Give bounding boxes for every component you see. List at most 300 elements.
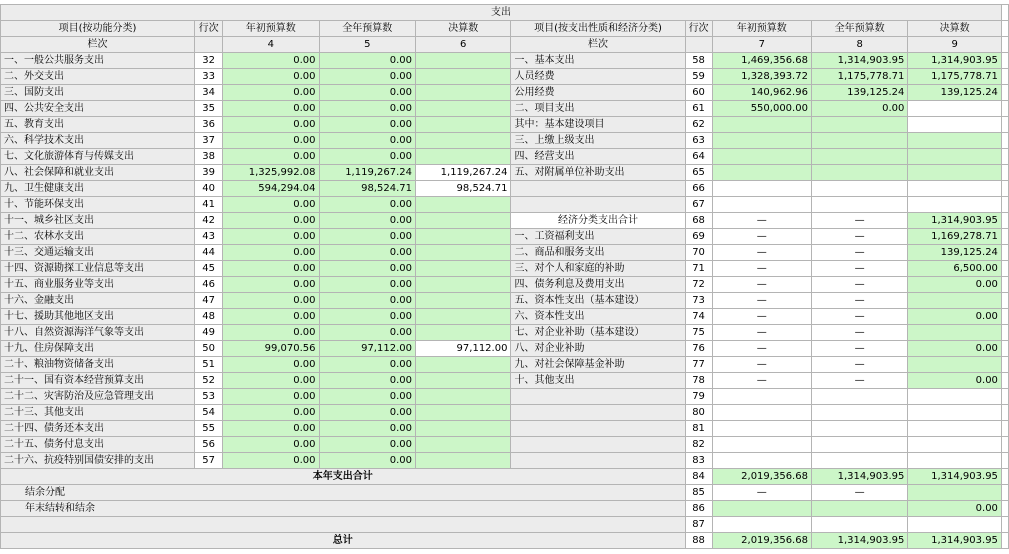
initial-budget-cell[interactable]: — [712, 309, 811, 325]
table-row [1, 437, 1009, 453]
final-accounts-cell[interactable]: 1,175,778.71 [908, 69, 1002, 85]
full-year-budget-cell[interactable]: 1,119,267.24 [319, 165, 415, 181]
initial-budget-cell[interactable]: 0.00 [223, 101, 319, 117]
summary-row [1, 533, 1009, 549]
table-row [1, 133, 1009, 149]
initial-budget-cell[interactable]: 550,000.00 [712, 101, 811, 117]
final-accounts-cell[interactable] [908, 133, 1002, 149]
full-year-budget-cell[interactable] [811, 453, 907, 469]
initial-budget-cell[interactable] [712, 389, 811, 405]
full-year-budget-cell[interactable]: 0.00 [319, 405, 415, 421]
full-year-budget-cell[interactable]: 0.00 [319, 101, 415, 117]
full-year-budget-cell[interactable]: — [811, 261, 907, 277]
full-year-budget-cell[interactable] [811, 133, 907, 149]
right-line-number: 64 [685, 149, 712, 165]
full-year-budget-cell[interactable] [811, 181, 907, 197]
final-accounts-cell[interactable] [908, 117, 1002, 133]
table-row [1, 181, 1009, 197]
summary-label: 本年支出合计 [1, 469, 686, 485]
initial-budget-cell[interactable]: 0.00 [223, 133, 319, 149]
full-year-budget-cell[interactable]: — [811, 245, 907, 261]
initial-budget-cell[interactable]: 1,328,393.72 [712, 69, 811, 85]
full-year-budget-cell[interactable]: 0.00 [319, 357, 415, 373]
right-line-number: 60 [685, 85, 712, 101]
final-accounts-cell[interactable]: 0.00 [908, 373, 1002, 389]
right-item-label: 四、经营支出 [511, 149, 685, 165]
left-item-label: 六、科学技术支出 [1, 133, 195, 149]
left-line-number: 48 [195, 309, 223, 325]
initial-budget-cell[interactable]: — [712, 277, 811, 293]
final-accounts-cell[interactable] [908, 197, 1002, 213]
final-accounts-total-cell[interactable] [908, 485, 1002, 501]
initial-budget-cell[interactable]: 0.00 [223, 245, 319, 261]
right-line-number: 61 [685, 101, 712, 117]
table-row [1, 197, 1009, 213]
initial-budget-cell[interactable] [712, 453, 811, 469]
full-year-budget-cell[interactable]: — [811, 357, 907, 373]
full-year-budget-cell[interactable]: 0.00 [319, 133, 415, 149]
full-year-budget-total-cell[interactable] [811, 501, 907, 517]
left-item-label: 十一、城乡社区支出 [1, 213, 195, 229]
left-line-number: 40 [195, 181, 223, 197]
left-line-number: 41 [195, 197, 223, 213]
left-item-label: 二十、粮油物资储备支出 [1, 357, 195, 373]
initial-budget-cell[interactable]: — [712, 357, 811, 373]
table-row [1, 293, 1009, 309]
full-year-budget-cell[interactable]: 0.00 [319, 453, 415, 469]
left-line-number: 49 [195, 325, 223, 341]
right-item-label: 五、对附属单位补助支出 [511, 165, 685, 181]
right-line-number: 62 [685, 117, 712, 133]
full-year-budget-cell[interactable]: 0.00 [319, 213, 415, 229]
initial-budget-cell[interactable]: — [712, 213, 811, 229]
right-line-number: 70 [685, 245, 712, 261]
final-accounts-cell[interactable] [415, 261, 510, 277]
right-line-number: 76 [685, 341, 712, 357]
final-accounts-total-cell[interactable]: 0.00 [908, 501, 1002, 517]
left-line-number: 47 [195, 293, 223, 309]
full-year-budget-cell[interactable] [811, 197, 907, 213]
left-line-number: 45 [195, 261, 223, 277]
final-accounts-cell[interactable] [908, 325, 1002, 341]
full-year-budget-total-cell[interactable] [811, 517, 907, 533]
full-year-budget-cell[interactable] [811, 421, 907, 437]
left-item-label: 九、卫生健康支出 [1, 181, 195, 197]
summary-line-number: 88 [685, 533, 712, 549]
full-year-budget-cell[interactable]: 0.00 [319, 277, 415, 293]
full-year-budget-cell[interactable]: 97,112.00 [319, 341, 415, 357]
summary-row [1, 485, 1009, 501]
left-item-label: 十三、交通运输支出 [1, 245, 195, 261]
right-line-number: 81 [685, 421, 712, 437]
header-left-item: 项目(按功能分类) [1, 21, 195, 37]
right-line-number: 65 [685, 165, 712, 181]
final-accounts-cell[interactable] [415, 229, 510, 245]
header-row [1, 21, 1009, 37]
initial-budget-cell[interactable]: 0.00 [223, 53, 319, 69]
full-year-budget-cell[interactable]: 0.00 [319, 69, 415, 85]
initial-budget-cell[interactable]: — [712, 325, 811, 341]
final-accounts-cell[interactable]: 1,314,903.95 [908, 53, 1002, 69]
left-line-number: 32 [195, 53, 223, 69]
initial-budget-cell[interactable] [712, 405, 811, 421]
summary-label: 总计 [1, 533, 686, 549]
final-accounts-cell[interactable] [415, 133, 510, 149]
right-line-number: 68 [685, 213, 712, 229]
right-item-label: 一、基本支出 [511, 53, 685, 69]
initial-budget-cell[interactable]: 0.00 [223, 453, 319, 469]
full-year-budget-cell[interactable]: 98,524.71 [319, 181, 415, 197]
initial-budget-cell[interactable] [712, 437, 811, 453]
right-item-label: 三、对个人和家庭的补助 [511, 261, 685, 277]
full-year-budget-cell[interactable]: 0.00 [319, 53, 415, 69]
left-item-label: 二十六、抗疫特别国债安排的支出 [1, 453, 195, 469]
initial-budget-cell[interactable]: 0.00 [223, 421, 319, 437]
final-accounts-cell[interactable] [415, 293, 510, 309]
final-accounts-cell[interactable] [908, 165, 1002, 181]
final-accounts-total-cell[interactable]: 1,314,903.95 [908, 469, 1002, 485]
initial-budget-cell[interactable]: 0.00 [223, 309, 319, 325]
final-accounts-cell[interactable] [415, 213, 510, 229]
title-row [1, 5, 1009, 21]
full-year-budget-cell[interactable]: 0.00 [319, 149, 415, 165]
full-year-budget-total-cell[interactable]: — [811, 485, 907, 501]
left-line-number: 46 [195, 277, 223, 293]
left-line-number: 35 [195, 101, 223, 117]
left-item-label: 五、教育支出 [1, 117, 195, 133]
right-item-label: 十、其他支出 [511, 373, 685, 389]
table-row [1, 405, 1009, 421]
final-accounts-cell[interactable]: 0.00 [908, 309, 1002, 325]
full-year-budget-cell[interactable]: 0.00 [319, 197, 415, 213]
initial-budget-cell[interactable]: 0.00 [223, 405, 319, 421]
initial-budget-cell[interactable]: 0.00 [223, 437, 319, 453]
left-line-number: 39 [195, 165, 223, 181]
final-accounts-cell[interactable] [415, 245, 510, 261]
final-accounts-cell[interactable]: 97,112.00 [415, 341, 510, 357]
right-line-number: 78 [685, 373, 712, 389]
full-year-budget-cell[interactable]: 0.00 [319, 293, 415, 309]
header-right-item: 项目(按支出性质和经济分类) [511, 21, 685, 37]
initial-budget-total-cell[interactable]: 2,019,356.68 [712, 533, 811, 549]
final-accounts-cell[interactable] [908, 437, 1002, 453]
left-line-number: 51 [195, 357, 223, 373]
table-row [1, 101, 1009, 117]
right-item-label [511, 453, 685, 469]
full-year-budget-cell[interactable]: 0.00 [811, 101, 907, 117]
right-line-number: 59 [685, 69, 712, 85]
initial-budget-cell[interactable]: 0.00 [223, 69, 319, 85]
final-accounts-cell[interactable] [908, 421, 1002, 437]
left-item-label: 三、国防支出 [1, 85, 195, 101]
final-accounts-cell[interactable] [415, 69, 510, 85]
table-row [1, 277, 1009, 293]
final-accounts-cell[interactable]: 139,125.24 [908, 245, 1002, 261]
left-line-number: 54 [195, 405, 223, 421]
left-line-number: 37 [195, 133, 223, 149]
full-year-budget-cell[interactable] [811, 117, 907, 133]
header-final-accounts-left: 决算数 [415, 21, 510, 37]
right-line-number: 63 [685, 133, 712, 149]
initial-budget-cell[interactable]: — [712, 373, 811, 389]
right-item-label: 人员经费 [511, 69, 685, 85]
full-year-budget-cell[interactable]: 0.00 [319, 85, 415, 101]
right-item-label [511, 405, 685, 421]
initial-budget-total-cell[interactable] [712, 501, 811, 517]
full-year-budget-cell[interactable]: 0.00 [319, 421, 415, 437]
left-item-label: 二十四、债务还本支出 [1, 421, 195, 437]
left-item-label: 七、文化旅游体育与传媒支出 [1, 149, 195, 165]
table-row [1, 149, 1009, 165]
summary-row [1, 469, 1009, 485]
table-row [1, 325, 1009, 341]
left-item-label: 八、社会保障和就业支出 [1, 165, 195, 181]
column-number-6: 6 [415, 37, 510, 53]
final-accounts-cell[interactable]: 0.00 [908, 277, 1002, 293]
full-year-budget-cell[interactable]: — [811, 325, 907, 341]
right-item-label: 二、项目支出 [511, 101, 685, 117]
final-accounts-cell[interactable]: 1,169,278.71 [908, 229, 1002, 245]
initial-budget-cell[interactable]: 0.00 [223, 325, 319, 341]
initial-budget-cell[interactable]: 0.00 [223, 85, 319, 101]
initial-budget-cell[interactable] [712, 149, 811, 165]
initial-budget-cell[interactable] [712, 133, 811, 149]
final-accounts-cell[interactable] [908, 149, 1002, 165]
final-accounts-cell[interactable] [415, 197, 510, 213]
final-accounts-cell[interactable]: 6,500.00 [908, 261, 1002, 277]
initial-budget-cell[interactable]: 0.00 [223, 277, 319, 293]
final-accounts-cell[interactable] [908, 293, 1002, 309]
initial-budget-cell[interactable]: — [712, 341, 811, 357]
final-accounts-cell[interactable] [415, 357, 510, 373]
initial-budget-cell[interactable]: 594,294.04 [223, 181, 319, 197]
final-accounts-cell[interactable] [908, 453, 1002, 469]
table-title: 支出 [1, 5, 1002, 21]
initial-budget-cell[interactable] [712, 117, 811, 133]
initial-budget-cell[interactable]: 1,469,356.68 [712, 53, 811, 69]
final-accounts-cell[interactable] [908, 181, 1002, 197]
left-item-label: 十八、自然资源海洋气象等支出 [1, 325, 195, 341]
right-line-number: 71 [685, 261, 712, 277]
table-row [1, 357, 1009, 373]
left-item-label: 十、节能环保支出 [1, 197, 195, 213]
right-line-number: 73 [685, 293, 712, 309]
column-number-7: 7 [712, 37, 811, 53]
final-accounts-cell[interactable] [415, 277, 510, 293]
left-item-label: 十二、农林水支出 [1, 229, 195, 245]
full-year-budget-cell[interactable]: 0.00 [319, 373, 415, 389]
initial-budget-cell[interactable]: 0.00 [223, 149, 319, 165]
left-item-label: 十七、援助其他地区支出 [1, 309, 195, 325]
left-item-label: 二、外交支出 [1, 69, 195, 85]
full-year-budget-cell[interactable]: — [811, 373, 907, 389]
full-year-budget-cell[interactable]: 1,314,903.95 [811, 53, 907, 69]
initial-budget-cell[interactable]: 0.00 [223, 373, 319, 389]
initial-budget-total-cell[interactable]: — [712, 485, 811, 501]
final-accounts-cell[interactable] [415, 53, 510, 69]
right-item-label: 二、商品和服务支出 [511, 245, 685, 261]
right-item-label [511, 437, 685, 453]
initial-budget-cell[interactable]: 0.00 [223, 357, 319, 373]
header-line-no-left: 行次 [195, 21, 223, 37]
table-row [1, 245, 1009, 261]
full-year-budget-cell[interactable]: — [811, 341, 907, 357]
summary-line-number: 87 [685, 517, 712, 533]
right-item-label [511, 389, 685, 405]
table-row [1, 453, 1009, 469]
final-accounts-cell[interactable] [908, 101, 1002, 117]
full-year-budget-cell[interactable]: — [811, 277, 907, 293]
full-year-budget-cell[interactable]: 0.00 [319, 437, 415, 453]
left-line-number: 52 [195, 373, 223, 389]
left-item-label: 二十五、债务付息支出 [1, 437, 195, 453]
summary-row [1, 517, 1009, 533]
final-accounts-cell[interactable] [415, 101, 510, 117]
right-line-number: 83 [685, 453, 712, 469]
full-year-budget-cell[interactable]: — [811, 229, 907, 245]
right-item-label: 经济分类支出合计 [511, 213, 685, 229]
initial-budget-total-cell[interactable]: 2,019,356.68 [712, 469, 811, 485]
initial-budget-cell[interactable]: 99,070.56 [223, 341, 319, 357]
final-accounts-cell[interactable] [415, 453, 510, 469]
table-row [1, 309, 1009, 325]
full-year-budget-total-cell[interactable]: 1,314,903.95 [811, 469, 907, 485]
full-year-budget-cell[interactable]: 1,175,778.71 [811, 69, 907, 85]
header-line-no-right: 行次 [685, 21, 712, 37]
header-initial-budget-right: 年初预算数 [712, 21, 811, 37]
table-row [1, 341, 1009, 357]
full-year-budget-cell[interactable] [811, 405, 907, 421]
expenditure-table [0, 4, 1009, 549]
final-accounts-cell[interactable] [415, 421, 510, 437]
final-accounts-cell[interactable] [415, 373, 510, 389]
final-accounts-cell[interactable] [415, 405, 510, 421]
initial-budget-cell[interactable] [712, 421, 811, 437]
final-accounts-cell[interactable] [908, 357, 1002, 373]
table-row [1, 85, 1009, 101]
final-accounts-cell[interactable]: 1,314,903.95 [908, 213, 1002, 229]
full-year-budget-cell[interactable]: 0.00 [319, 389, 415, 405]
column-number-5: 5 [319, 37, 415, 53]
right-line-number: 66 [685, 181, 712, 197]
full-year-budget-cell[interactable]: — [811, 293, 907, 309]
initial-budget-cell[interactable] [712, 197, 811, 213]
right-line-number: 69 [685, 229, 712, 245]
final-accounts-cell[interactable]: 1,119,267.24 [415, 165, 510, 181]
right-line-number: 72 [685, 277, 712, 293]
right-item-label [511, 197, 685, 213]
right-item-label [511, 181, 685, 197]
full-year-budget-cell[interactable] [811, 165, 907, 181]
full-year-budget-cell[interactable]: — [811, 309, 907, 325]
final-accounts-cell[interactable] [908, 389, 1002, 405]
final-accounts-total-cell[interactable] [908, 517, 1002, 533]
full-year-budget-cell[interactable]: — [811, 213, 907, 229]
final-accounts-cell[interactable] [415, 437, 510, 453]
initial-budget-cell[interactable]: 1,325,992.08 [223, 165, 319, 181]
final-accounts-cell[interactable]: 139,125.24 [908, 85, 1002, 101]
initial-budget-cell[interactable] [712, 165, 811, 181]
initial-budget-cell[interactable]: 0.00 [223, 197, 319, 213]
final-accounts-cell[interactable] [415, 325, 510, 341]
table-row [1, 421, 1009, 437]
initial-budget-cell[interactable]: 0.00 [223, 229, 319, 245]
initial-budget-cell[interactable]: — [712, 245, 811, 261]
initial-budget-cell[interactable]: — [712, 293, 811, 309]
left-item-label: 十九、住房保障支出 [1, 341, 195, 357]
full-year-budget-cell[interactable]: 139,125.24 [811, 85, 907, 101]
full-year-budget-cell[interactable]: 0.00 [319, 325, 415, 341]
right-item-label: 八、对企业补助 [511, 341, 685, 357]
full-year-budget-total-cell[interactable]: 1,314,903.95 [811, 533, 907, 549]
initial-budget-cell[interactable]: 0.00 [223, 293, 319, 309]
full-year-budget-cell[interactable]: 0.00 [319, 229, 415, 245]
final-accounts-cell[interactable]: 98,524.71 [415, 181, 510, 197]
final-accounts-cell[interactable]: 0.00 [908, 341, 1002, 357]
full-year-budget-cell[interactable] [811, 437, 907, 453]
right-line-number: 74 [685, 309, 712, 325]
left-item-label: 二十一、国有资本经营预算支出 [1, 373, 195, 389]
full-year-budget-cell[interactable] [811, 149, 907, 165]
initial-budget-total-cell[interactable] [712, 517, 811, 533]
final-accounts-total-cell[interactable]: 1,314,903.95 [908, 533, 1002, 549]
initial-budget-cell[interactable]: — [712, 261, 811, 277]
initial-budget-cell[interactable]: 0.00 [223, 213, 319, 229]
table-row [1, 389, 1009, 405]
left-line-number: 38 [195, 149, 223, 165]
final-accounts-cell[interactable] [415, 117, 510, 133]
column-number-8: 8 [811, 37, 907, 53]
summary-line-number: 85 [685, 485, 712, 501]
full-year-budget-cell[interactable]: 0.00 [319, 261, 415, 277]
initial-budget-cell[interactable]: 0.00 [223, 389, 319, 405]
right-line-number: 75 [685, 325, 712, 341]
summary-row [1, 501, 1009, 517]
left-line-number: 42 [195, 213, 223, 229]
full-year-budget-cell[interactable] [811, 389, 907, 405]
initial-budget-cell[interactable]: — [712, 229, 811, 245]
left-line-number: 43 [195, 229, 223, 245]
right-item-label [511, 421, 685, 437]
full-year-budget-cell[interactable]: 0.00 [319, 245, 415, 261]
full-year-budget-cell[interactable]: 0.00 [319, 117, 415, 133]
final-accounts-cell[interactable] [415, 389, 510, 405]
header-full-year-budget-left: 全年预算数 [319, 21, 415, 37]
right-line-number: 79 [685, 389, 712, 405]
left-line-number: 36 [195, 117, 223, 133]
full-year-budget-cell[interactable]: 0.00 [319, 309, 415, 325]
right-item-label: 公用经费 [511, 85, 685, 101]
table-row [1, 117, 1009, 133]
initial-budget-cell[interactable]: 140,962.96 [712, 85, 811, 101]
right-item-label: 九、对社会保障基金补助 [511, 357, 685, 373]
initial-budget-cell[interactable] [712, 181, 811, 197]
right-item-label: 四、债务利息及费用支出 [511, 277, 685, 293]
column-number-9: 9 [908, 37, 1002, 53]
left-item-label: 四、公共安全支出 [1, 101, 195, 117]
final-accounts-cell[interactable] [415, 149, 510, 165]
initial-budget-cell[interactable]: 0.00 [223, 261, 319, 277]
table-row [1, 373, 1009, 389]
left-item-label: 一、一般公共服务支出 [1, 53, 195, 69]
final-accounts-cell[interactable] [415, 309, 510, 325]
initial-budget-cell[interactable]: 0.00 [223, 117, 319, 133]
column-label-left: 栏次 [1, 37, 195, 53]
left-item-label: 二十二、灾害防治及应急管理支出 [1, 389, 195, 405]
final-accounts-cell[interactable] [908, 405, 1002, 421]
header-final-accounts-right: 决算数 [908, 21, 1002, 37]
final-accounts-cell[interactable] [415, 85, 510, 101]
